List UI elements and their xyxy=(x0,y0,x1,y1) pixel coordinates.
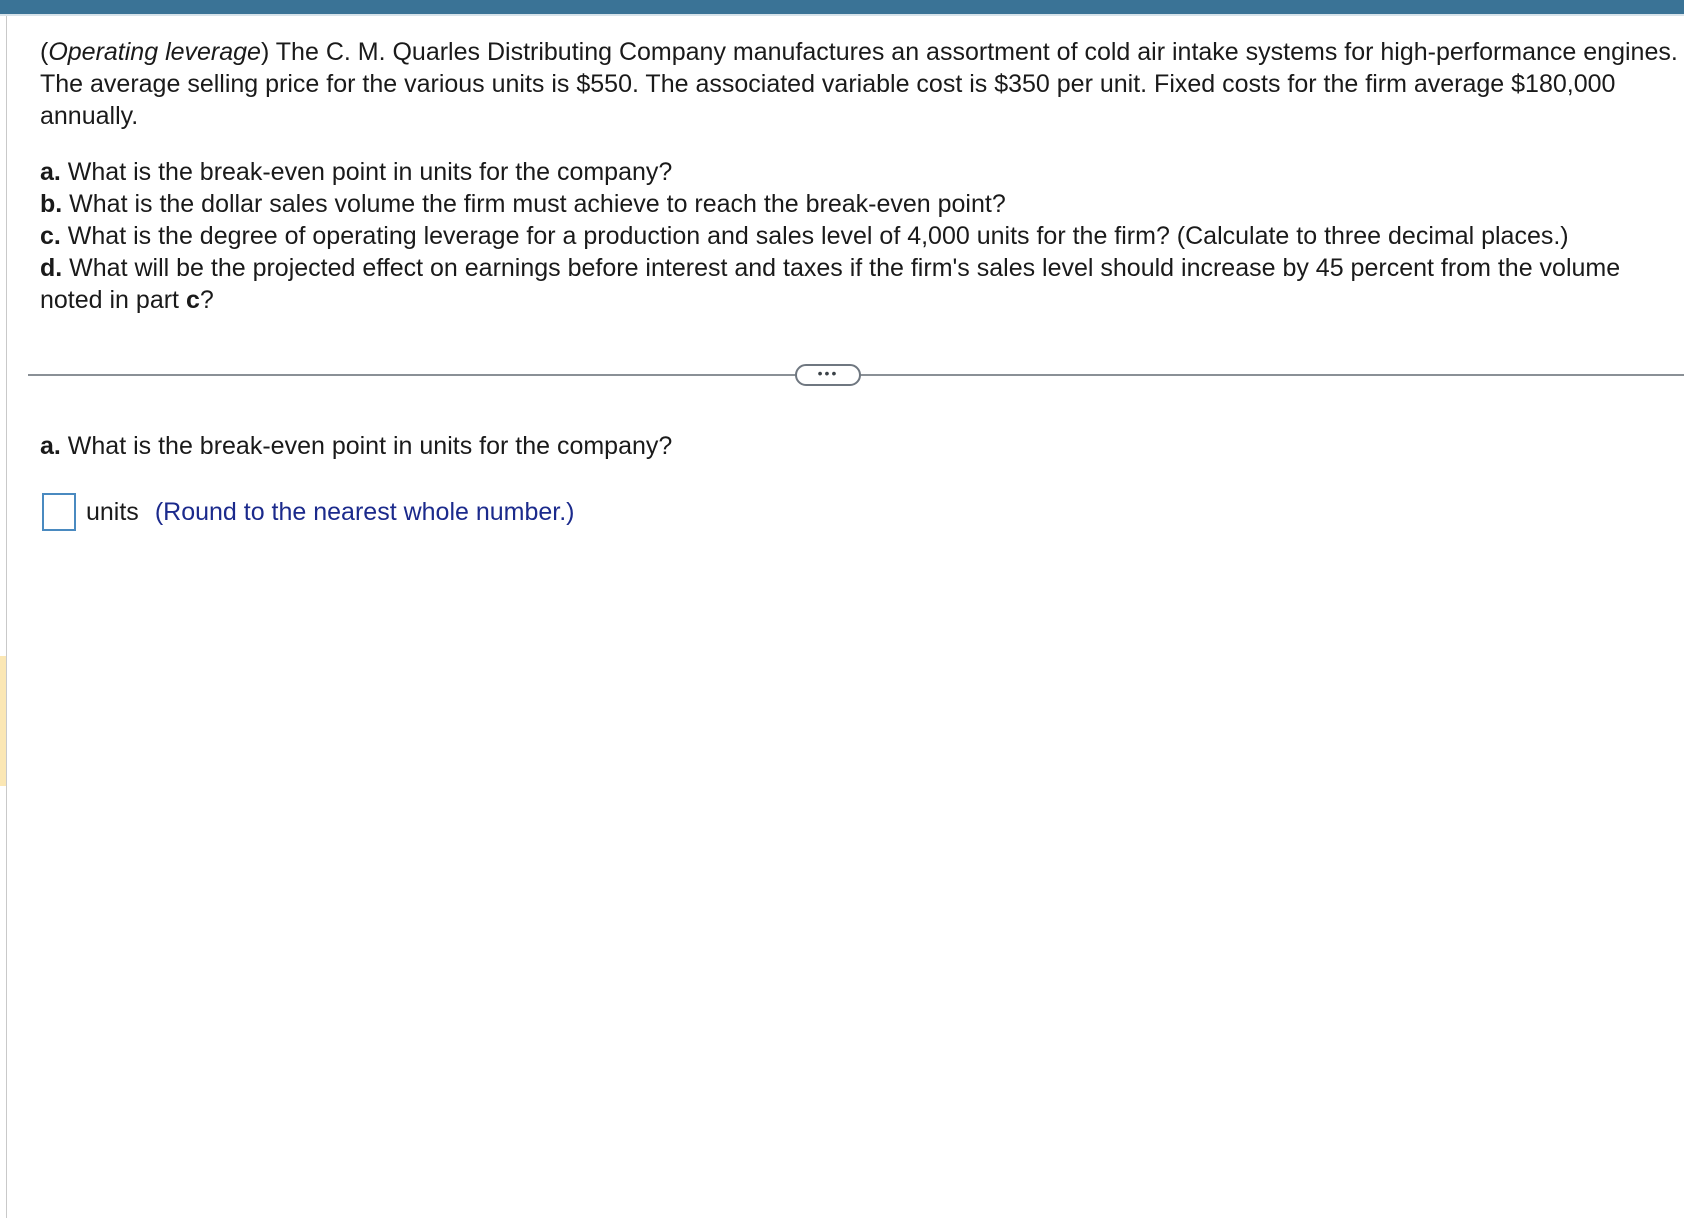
top-header-bar xyxy=(0,0,1684,16)
answer-row xyxy=(42,492,575,532)
expand-more-button[interactable] xyxy=(795,364,861,386)
question-text: What will be the projected effect on earnings before interest and taxes if the firm's sales level should increase by 45 percent from the volume noted in part xyxy=(40,254,1621,314)
left-border xyxy=(6,16,7,1218)
left-accent-marker xyxy=(0,656,6,786)
question-d xyxy=(40,252,1680,316)
question-text: What is the degree of operating leverage for a production and sales level of 4,000 units for the firm? (Calculate to three decimal places.) xyxy=(60,222,1569,250)
break-even-units-input[interactable] xyxy=(42,493,76,531)
question-text: What is the break-even point in units for the company? xyxy=(60,432,673,460)
rounding-hint: (Round to the nearest whole number.) xyxy=(154,497,575,526)
section-divider xyxy=(28,362,1684,388)
question-end: ? xyxy=(199,286,214,314)
unit-label: units xyxy=(86,497,139,526)
question-letter: a. xyxy=(40,432,61,460)
question-text: What is the dollar sales volume the firm must achieve to reach the break-even point? xyxy=(62,190,1006,218)
current-question xyxy=(40,430,672,462)
question-text: What is the break-even point in units for the company? xyxy=(60,158,673,186)
problem-statement xyxy=(40,36,1680,316)
question-letter: c. xyxy=(40,222,61,250)
question-list xyxy=(40,156,1680,316)
question-b xyxy=(40,188,1680,220)
problem-intro-text: The C. M. Quarles Distributing Company manufactures an assortment of cold air intake systems for high-performance engines. The average selling price for the various units is $550. The associated variable cost is $350 per unit. Fixed costs for the firm average $180,000 annually. xyxy=(40,38,1678,130)
question-letter: d. xyxy=(40,254,63,282)
question-a xyxy=(40,156,1680,188)
part-reference: c xyxy=(185,286,200,314)
ellipsis-icon: ••• xyxy=(817,365,839,381)
problem-intro: (Operating leverage) The C. M. Quarles Distributing Company manufactures an assortment of cold air intake systems for high-performance engines. The average selling price for the various units is $550. The associated variable cost is $350 per unit. Fixed costs for the firm average $180,000 annually. xyxy=(40,38,1678,130)
question-letter: b. xyxy=(40,190,63,218)
question-letter: a. xyxy=(40,158,61,186)
problem-topic: Operating leverage xyxy=(48,38,261,66)
question-c xyxy=(40,220,1680,252)
